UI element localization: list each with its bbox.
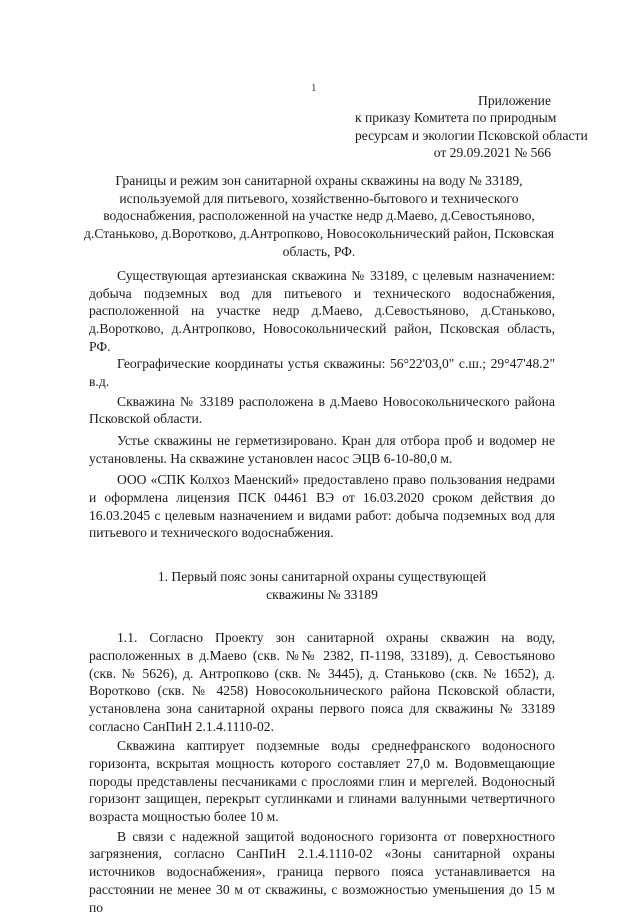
- document-body: [89, 267, 555, 916]
- page-mark: 1: [311, 82, 317, 94]
- paragraph-well-description: Существующая артезианская скважина № 33189, с целевым назначением: добыча подземных вод для питьевого и технического водоснабжения, расположенной на участке недр д.Маево, д.Севостьяново, д.Станьково, д.Воротково, д.Антропково, Новосокольнический район, Псковская область, РФ.: [89, 268, 555, 354]
- paragraph-coordinates: Географические координаты устья скважины: 56°22'03,0" с.ш.; 29°47'48.2" в.д.: [89, 356, 555, 390]
- paragraph-1-1: 1.1. Согласно Проекту зон санитарной охраны скважин на воду, расположенных в д.Маево (скв. №№ 2382, П-1198, 33189), д. Севостьяново (скв. № 5626), д. Антропково (скв. № 3445), д. Станьково (скв. № 1652), д. Воротково (скв. № 4258) Новосокольнического района Псковской области, установлена зона санитарной охраны первого пояса для скважины № 33189 согласно СанПиН 2.1.4.1110-02.: [89, 630, 555, 734]
- appendix-header: [355, 92, 588, 161]
- appendix-line-2: к приказу Комитета по природным: [355, 110, 557, 126]
- section-heading-1: 1. Первый пояс зоны санитарной охраны существующей скважины № 33189: [157, 569, 487, 602]
- paragraph-license: ООО «СПК Колхоз Маенский» предоставлено право пользования недрами и оформлена лицензия ПСК 04461 ВЭ от 16.03.2020 сроком действия до 16.03.2045 с целевым назначением и видами работ: добыча подземных вод для питьевого и технического водоснабжения.: [89, 472, 555, 541]
- document-title: Границы и режим зон санитарной охраны скважины на воду № 33189, используемой для питьевого, хозяйственно-бытового и технического водоснабжения, расположенной на участке недр д.Маево, д.Севостьяново, д.Станьково, д.Воротково, д.Антропково, Новосокольнический район, Псковская область, РФ.: [84, 173, 554, 259]
- paragraph-wellhead: Устье скважины не герметизировано. Кран для отбора проб и водомер не установлены. На скважине установлен насос ЭЦВ 6-10-80,0 м.: [89, 433, 555, 466]
- paragraph-zone-boundary: В связи с надежной защитой водоносного горизонта от поверхностного загрязнения, согласно СанПиН 2.1.4.1110-02 «Зоны санитарной охраны источников водоснабжения», граница первого пояса устанавливается на расстоянии не менее 30 м от скважины, с возможностью уменьшения до 15 м по: [89, 828, 555, 915]
- appendix-line-4: от 29.09.2021 № 566: [433, 144, 551, 160]
- paragraph-aquifer: Скважина каптирует подземные воды среднефранского водоносного горизонта, вскрытая мощность которого составляет 27,0 м. Водовмещающие породы представлены песчаниками с прослоями глин и мергелей. Водоносный горизонт защищен, перекрыт суглинками и глинами валунными четвертичного возраста мощностью более 10 м.: [89, 738, 555, 825]
- paragraph-location: Скважина № 33189 расположена в д.Маево Новосокольнического района Псковской области.: [89, 393, 555, 427]
- appendix-line-1: Приложение: [478, 93, 551, 108]
- appendix-line-3: ресурсам и экологии Псковской области: [355, 127, 588, 143]
